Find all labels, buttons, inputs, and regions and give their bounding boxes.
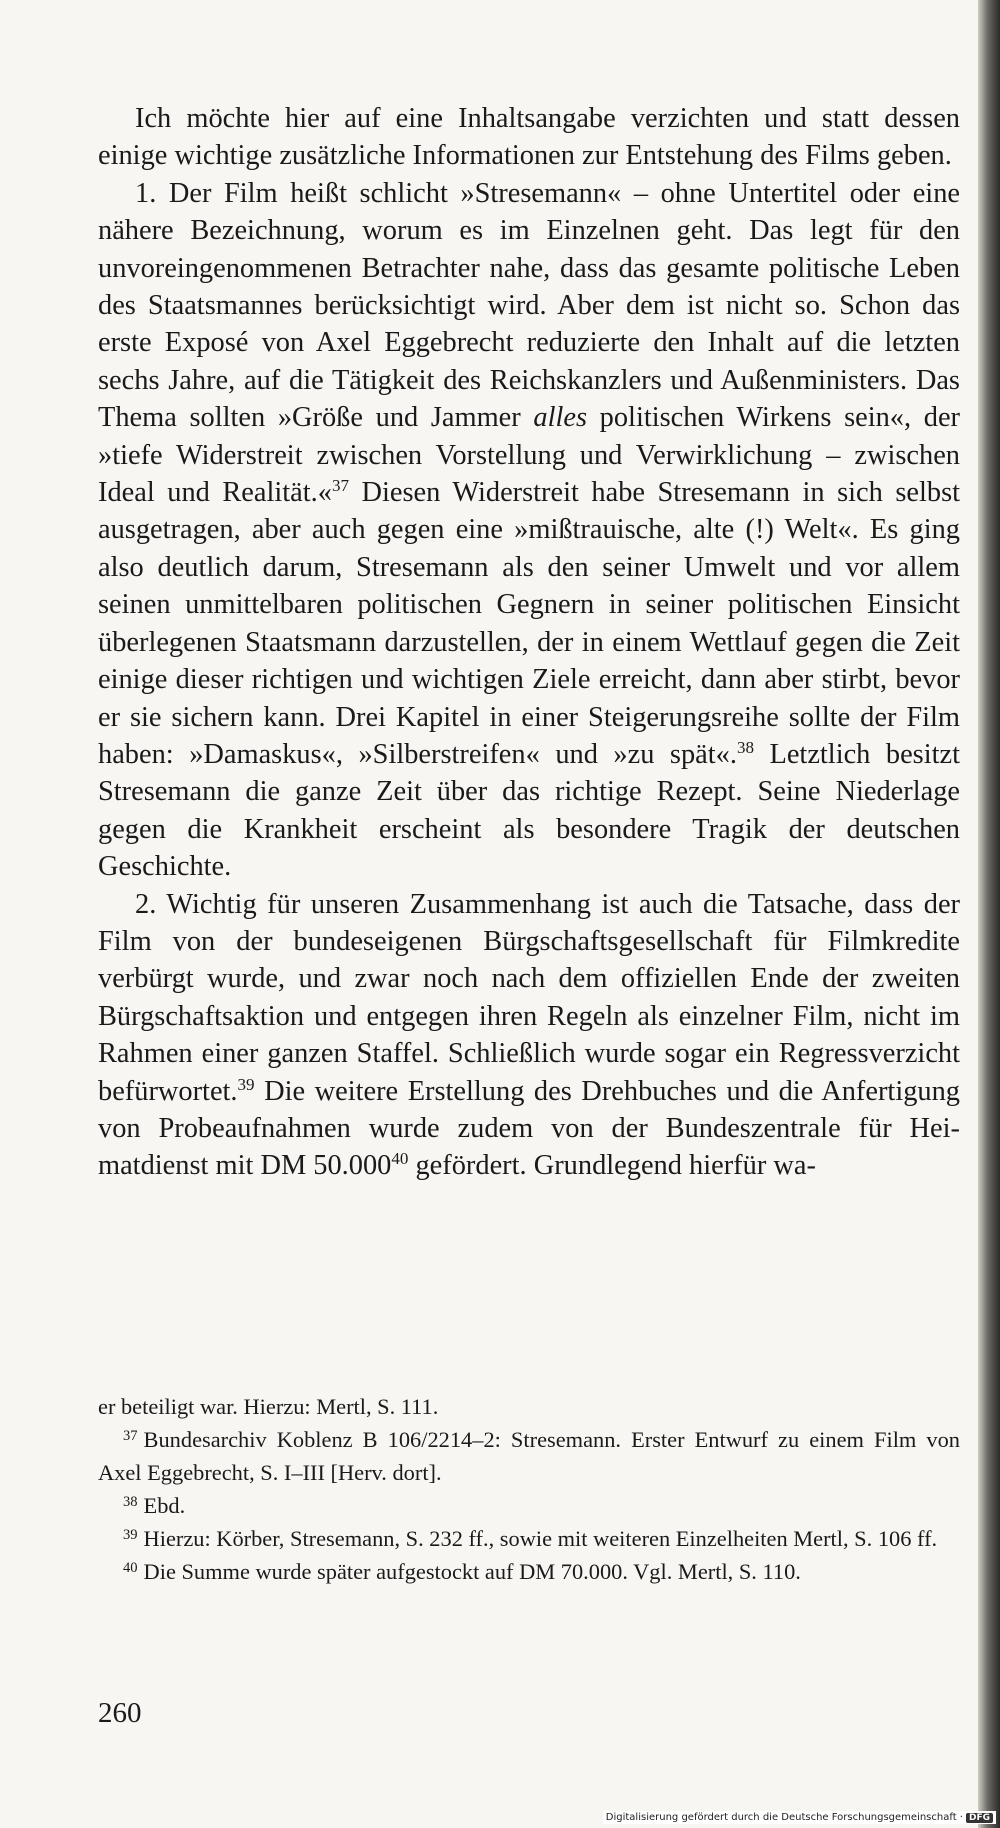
- footnote-40: [98, 1555, 960, 1588]
- paragraph-2: [98, 886, 960, 1185]
- footnote-text: Die Summe wurde später aufgestockt auf DM 70.000. Vgl. Mertl, S. 110.: [143, 1559, 801, 1584]
- italic-emphasis: alles: [533, 402, 588, 434]
- paragraph-text: Letztlich besitzt Stresemann die ganze Zeit über das richtige Rezept. Seine Niederlage gegen die Krankheit erscheint als besondere Tragik der deutschen Geschichte.: [98, 738, 960, 883]
- paragraph-text: 2. Wichtig für unseren Zusammenhang ist auch die Tatsache, dass der Film von der bundeseigenen Bürgschaftsgesellschaft für Filmkredite verbürgt wurde, und zwar noch nach dem offiziellen Ende der zweiten Bürgschaftsaktion und entgegen ihren Regeln als einzelner Film, nicht im Rahmen einer ganzen Staffel. Schließlich wurde sogar ein Regressverzicht befürwortet.: [98, 888, 960, 1107]
- footnote-text: Hierzu: Körber, Stresemann, S. 232 ff., sowie mit weiteren Einzelheiten Mertl, S. 106 ff.: [143, 1526, 938, 1551]
- footnote-37: [98, 1423, 960, 1489]
- paragraph-text: gefördert. Grundlegend hierfür wa-: [408, 1150, 816, 1182]
- footnote-ref-37: 37: [331, 475, 349, 495]
- footnote-number: 38: [123, 1494, 138, 1511]
- page-number: 260: [98, 1697, 142, 1729]
- footnote-ref-39: 39: [237, 1074, 255, 1094]
- footnote-continuation: er beteiligt war. Hierzu: Mertl, S. 111.: [98, 1394, 439, 1419]
- footnote-ref-40: 40: [391, 1149, 409, 1169]
- footnote-number: 37: [123, 1428, 138, 1445]
- paragraph-text: politischen Wirkens sein«, der »tiefe Widerstreit zwischen Vorstellung und Verwirklichung – zwischen Ideal und Realität.«: [98, 402, 961, 509]
- dfg-logo: DFG: [966, 1813, 993, 1823]
- footnote-number: 40: [123, 1560, 138, 1577]
- footnote-text: Bundesarchiv Koblenz B 106/2214–2: Stresemann. Erster Entwurf zu einem Film von Axel Eggebrecht, S. I–III [Herv. dort].: [98, 1427, 960, 1485]
- paragraph-text: Die weitere Erstellung des Drehbuches und die Anfertigung von Probeaufnahmen wurde zudem von der Bundeszentrale für Heimatdienst mit DM 50.000: [98, 1075, 960, 1182]
- footnote-ref-38: 38: [736, 737, 754, 757]
- footnote-number: 39: [123, 1527, 138, 1544]
- footnote-38: [98, 1489, 960, 1522]
- main-text: [98, 100, 960, 1185]
- binding-edge: [978, 0, 1000, 1828]
- footnote-39: [98, 1522, 960, 1555]
- paragraph-1: [98, 175, 960, 886]
- digitization-credit-text: Digitalisierung gefördert durch die Deutsche Forschungsgemeinschaft: [605, 1812, 957, 1823]
- paragraph-text: 1. Der Film heißt schlicht »Stresemann« – ohne Untertitel oder eine nähere Bezeichnung, worum es im Einzelnen geht. Das legt für den unvoreingenommenen Betrachter nahe, dass das gesamte politische Leben des Staatsmannes berücksichtigt wird. Aber dem ist nicht so. Schon das erste Exposé von Axel Eggebrecht reduzierte den Inhalt auf die letzten sechs Jahre, auf die Tätigkeit des Reichskanzlers und Außenministers. Das Thema sollten »Größe und Jammer: [98, 177, 960, 434]
- paragraph-text: Diesen Widerstreit habe Stresemann in sich selbst ausgetragen, aber auch gegen eine »mißtrauische, alte (!) Welt«. Es ging also deutlich darum, Stresemann als den seiner Umwelt und vor allem seinen unmittelbaren politischen Gegnern in seiner politischen Einsicht überlegenen Staatsmann darzustellen, der in einem Wettlauf gegen die Zeit einige dieser richtigen und wichtigen Ziele erreicht, dann aber stirbt, bevor er sie sichern kann. Drei Kapitel in einer Steigerungsreihe sollte der Film haben: »Damaskus«, »Silberstreifen« und »zu spät«.: [98, 477, 961, 770]
- paragraph-intro: [98, 100, 960, 175]
- digitization-credit: Digitalisierung gefördert durch die Deutsche Forschungsgemeinschaft · DFG: [603, 1811, 996, 1824]
- footnotes: [98, 1390, 960, 1588]
- paragraph-text: Ich möchte hier auf eine Inhaltsangabe verzichten und statt dessen einige wichtige zusätzliche Informationen zur Entstehung des Films geben.: [98, 103, 960, 172]
- footnote-text: Ebd.: [143, 1493, 186, 1518]
